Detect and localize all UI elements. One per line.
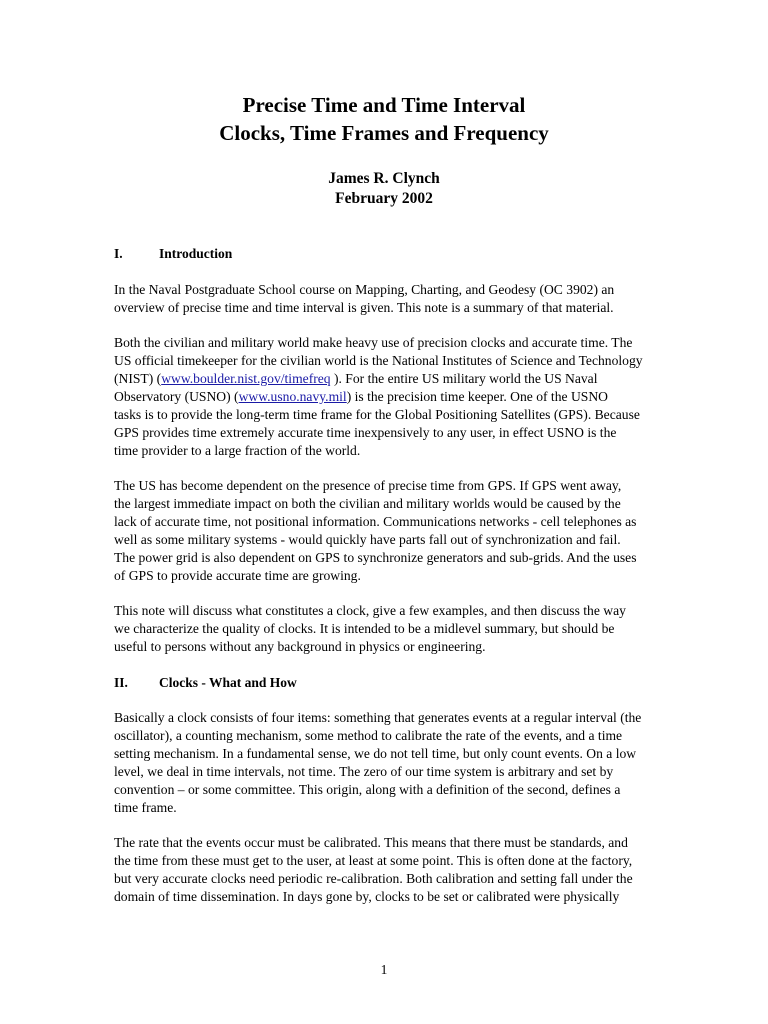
text-line: This note will discuss what constitutes a clock, give a few examples, and then discuss the way (114, 603, 626, 618)
usno-link[interactable]: www.usno.navy.mil (238, 389, 347, 404)
text-line: GPS provides time extremely accurate time inexpensively to any user, in effect USNO is the (114, 425, 617, 440)
text-line: US official timekeeper for the civilian world is the National Institutes of Science and Technology (114, 353, 643, 368)
text-line: oscillator), a counting mechanism, some method to calibrate the rate of the events, and a time (114, 728, 623, 743)
section-heading-clocks (114, 674, 297, 692)
text-line: time provider to a large fraction of the world. (114, 443, 361, 458)
document-title-line-1: Precise Time and Time Interval (242, 93, 526, 117)
text-line: Both the civilian and military world make heavy use of precision clocks and accurate time. The (114, 335, 633, 350)
text-fragment: ) is the precision time keeper. One of the USNO (346, 389, 608, 404)
section-title: Introduction (159, 246, 233, 261)
section-number: I. (114, 246, 123, 261)
text-line: The power grid is also dependent on GPS to synchronize generators and sub-grids. And the uses (114, 550, 637, 565)
text-line: overview of precise time and time interval is given. This note is a summary of that material. (114, 300, 614, 315)
text-line: the largest immediate impact on both the civilian and military worlds would be caused by the (114, 496, 621, 511)
text-fragment: Observatory (USNO) ( (114, 389, 239, 404)
text-line: time frame. (114, 800, 177, 815)
text-line: but very accurate clocks need periodic re-calibration. Both calibration and setting fall under the (114, 871, 633, 886)
text-line: Basically a clock consists of four items: something that generates events at a regular interval (the (114, 710, 642, 725)
paragraph-calibration (114, 834, 674, 906)
text-line: level, we deal in time intervals, not time. The zero of our time system is arbitrary and set by (114, 764, 614, 779)
paragraph-clock-components (114, 709, 674, 817)
paragraph-note-scope (114, 602, 674, 656)
nist-link[interactable]: www.boulder.nist.gov/timefreq (161, 371, 331, 386)
text-line: the time from these must get to the user, at least at some point. This is often done at the factory, (114, 853, 633, 868)
text-line: The US has become dependent on the presence of precise time from GPS. If GPS went away, (114, 478, 622, 493)
text-line-with-link (114, 388, 674, 406)
text-line: lack of accurate time, not positional information. Communications networks - cell telephones as (114, 514, 637, 529)
text-line: useful to persons without any background in physics or engineering. (114, 639, 486, 654)
text-line: The rate that the events occur must be calibrated. This means that there must be standards, and (114, 835, 628, 850)
section-title: Clocks - What and How (159, 675, 297, 690)
text-line-with-link (114, 370, 674, 388)
text-line: well as some military systems - would quickly have parts fall out of synchronization and fail. (114, 532, 621, 547)
text-fragment: (NIST) ( (114, 371, 162, 386)
text-line: In the Naval Postgraduate School course on Mapping, Charting, and Geodesy (OC 3902) an (114, 282, 615, 297)
paragraph-intro-overview (114, 281, 674, 317)
text-line: convention – or some committee. This origin, along with a definition of the second, defines a (114, 782, 621, 797)
text-line: of GPS to provide accurate time are growing. (114, 568, 361, 583)
section-heading-introduction (114, 245, 232, 263)
section-number: II. (114, 675, 128, 690)
document-date: February 2002 (335, 190, 433, 207)
paragraph-gps-dependence (114, 477, 674, 585)
text-line: domain of time dissemination. In days gone by, clocks to be set or calibrated were physically (114, 889, 620, 904)
text-fragment: ). For the entire US military world the US Naval (330, 371, 598, 386)
page-number: 1 (380, 962, 388, 977)
document-title-line-2: Clocks, Time Frames and Frequency (219, 121, 549, 145)
text-line: tasks is to provide the long-term time frame for the Global Positioning Satellites (GPS). Because (114, 407, 640, 422)
text-line: setting mechanism. In a fundamental sense, we do not tell time, but only count events. On a low (114, 746, 637, 761)
paragraph-timekeepers (114, 334, 674, 460)
author-name: James R. Clynch (328, 170, 440, 187)
text-line: we characterize the quality of clocks. It is intended to be a midlevel summary, but should be (114, 621, 615, 636)
